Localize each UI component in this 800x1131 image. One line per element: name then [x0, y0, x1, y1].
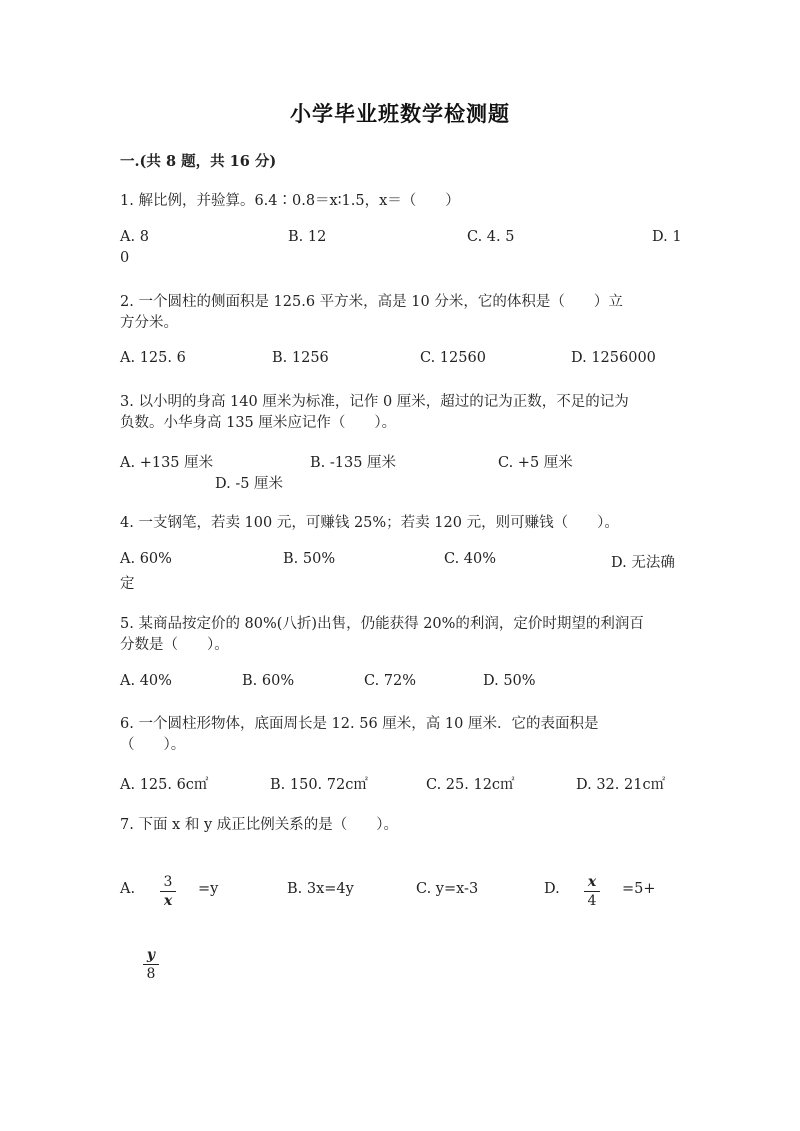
fraction-numerator: x	[587, 874, 597, 890]
question-6-option-b[interactable]: B. 150. 72c㎡	[270, 777, 368, 793]
question-7-option-a-tail: =y	[198, 881, 219, 897]
fraction-denominator: 8	[146, 966, 156, 982]
question-2-option-c[interactable]: C. 12560	[420, 350, 486, 366]
question-7-option-c[interactable]: C. y=x-3	[416, 881, 479, 897]
fraction-numerator: y	[146, 947, 156, 963]
question-7-option-d-fraction-2	[143, 947, 159, 982]
fraction-bar	[143, 964, 159, 965]
question-3-option-c[interactable]: C. +5 厘米	[498, 455, 573, 471]
section-heading: 一.(共 8 题，共 16 分)	[120, 153, 277, 170]
fraction-denominator: x	[163, 893, 173, 909]
question-3-line-1: 3. 以小明的身高 140 厘米为标准，记作 0 厘米，超过的记为正数，不足的记为	[120, 394, 629, 410]
fraction-bar	[160, 891, 176, 892]
question-5-line-1: 5. 某商品按定价的 80%(八折)出售，仍能获得 20%的利润，定价时期望的利润百	[120, 616, 644, 632]
question-7-option-d-fraction	[584, 874, 600, 909]
question-6-line-2: （ ）。	[120, 737, 186, 753]
fraction-bar	[584, 891, 600, 892]
question-7-option-a-fraction	[160, 874, 176, 909]
question-4-option-b[interactable]: B. 50%	[283, 551, 336, 567]
question-4-text: 4. 一支钢笔，若卖 100 元，可赚钱 25%；若卖 120 元，则可赚钱（ ）。	[120, 515, 619, 531]
question-2-option-a[interactable]: A. 125. 6	[120, 350, 186, 366]
question-2-option-b[interactable]: B. 1256	[272, 350, 329, 366]
question-3-option-d[interactable]: D. -5 厘米	[215, 476, 284, 492]
fraction-denominator: 4	[587, 893, 597, 909]
question-6-option-c[interactable]: C. 25. 12c㎡	[426, 777, 515, 793]
question-1-option-a[interactable]: A. 8	[120, 229, 149, 245]
question-4-option-d[interactable]: D. 无法确	[611, 555, 675, 571]
question-6-option-d[interactable]: D. 32. 21c㎡	[576, 777, 666, 793]
question-5-option-a[interactable]: A. 40%	[120, 673, 172, 689]
question-1-text: 1. 解比例，并验算。6.4∶0.8＝x∶1.5，x＝（ ）	[120, 193, 460, 209]
question-5-option-b[interactable]: B. 60%	[242, 673, 295, 689]
question-1-option-d-wrap: 0	[120, 250, 130, 266]
question-2-line-1: 2. 一个圆柱的侧面积是 125.6 平方米，高是 10 分米，它的体积是（ ）立	[120, 294, 623, 310]
question-7-option-b[interactable]: B. 3x=4y	[287, 881, 354, 897]
question-7-text: 7. 下面 x 和 y 成正比例关系的是（ ）。	[120, 817, 398, 833]
question-5-option-c[interactable]: C. 72%	[364, 673, 417, 689]
question-1-option-c[interactable]: C. 4. 5	[467, 229, 515, 245]
question-6-line-1: 6. 一个圆柱形物体，底面周长是 12. 56 厘米，高 10 厘米．它的表面积是	[120, 716, 599, 732]
question-7-option-d-tail: =5+	[622, 881, 656, 897]
question-1-option-d[interactable]: D. 1	[652, 229, 682, 245]
question-2-option-d[interactable]: D. 1256000	[571, 350, 656, 366]
question-2-line-2: 方分米。	[120, 315, 178, 331]
question-3-option-b[interactable]: B. -135 厘米	[310, 455, 397, 471]
question-5-option-d[interactable]: D. 50%	[483, 673, 536, 689]
page-title: 小学毕业班数学检测题	[290, 101, 510, 126]
question-6-option-a[interactable]: A. 125. 6c㎡	[120, 777, 209, 793]
question-4-option-a[interactable]: A. 60%	[120, 551, 172, 567]
question-3-line-2: 负数。小华身高 135 厘米应记作（ ）。	[120, 415, 397, 431]
question-1-option-b[interactable]: B. 12	[288, 229, 327, 245]
question-4-option-d-wrap: 定	[120, 576, 135, 592]
question-5-line-2: 分数是（ ）。	[120, 637, 229, 653]
question-7-option-a[interactable]: A.	[120, 881, 136, 897]
fraction-numerator: 3	[163, 874, 173, 890]
question-3-option-a[interactable]: A. +135 厘米	[120, 455, 214, 471]
question-4-option-c[interactable]: C. 40%	[444, 551, 497, 567]
question-7-option-d[interactable]: D.	[544, 881, 560, 897]
